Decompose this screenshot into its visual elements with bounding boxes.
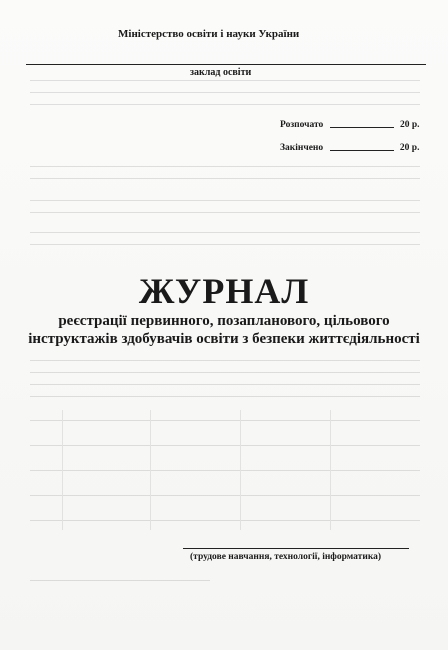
subtitle-line-2: інструктажів здобувачів освіти з безпеки життєдіяльності — [28, 331, 420, 347]
institution-label: заклад освіти — [190, 67, 252, 78]
journal-title: ЖУРНАЛ — [138, 271, 310, 311]
started-date-row — [280, 120, 420, 130]
ministry-name: Міністерство освіти і науки України — [118, 28, 300, 40]
institution-underline — [26, 64, 426, 65]
subject-underline — [183, 548, 409, 549]
subtitle-line-1: реєстрації первинного, позапланового, цільового — [58, 313, 390, 329]
started-date-blank — [330, 127, 394, 128]
started-label: Розпочато — [280, 120, 324, 130]
started-year-suffix: 20 р. — [400, 120, 420, 130]
finished-date-blank — [330, 150, 394, 151]
finished-label: Закінчено — [280, 143, 324, 153]
subject-label: (трудове навчання, технології, інформатика) — [190, 552, 382, 562]
finished-year-suffix: 20 р. — [399, 143, 420, 153]
finished-date-row — [280, 143, 419, 153]
journal-subtitle — [0, 312, 448, 348]
